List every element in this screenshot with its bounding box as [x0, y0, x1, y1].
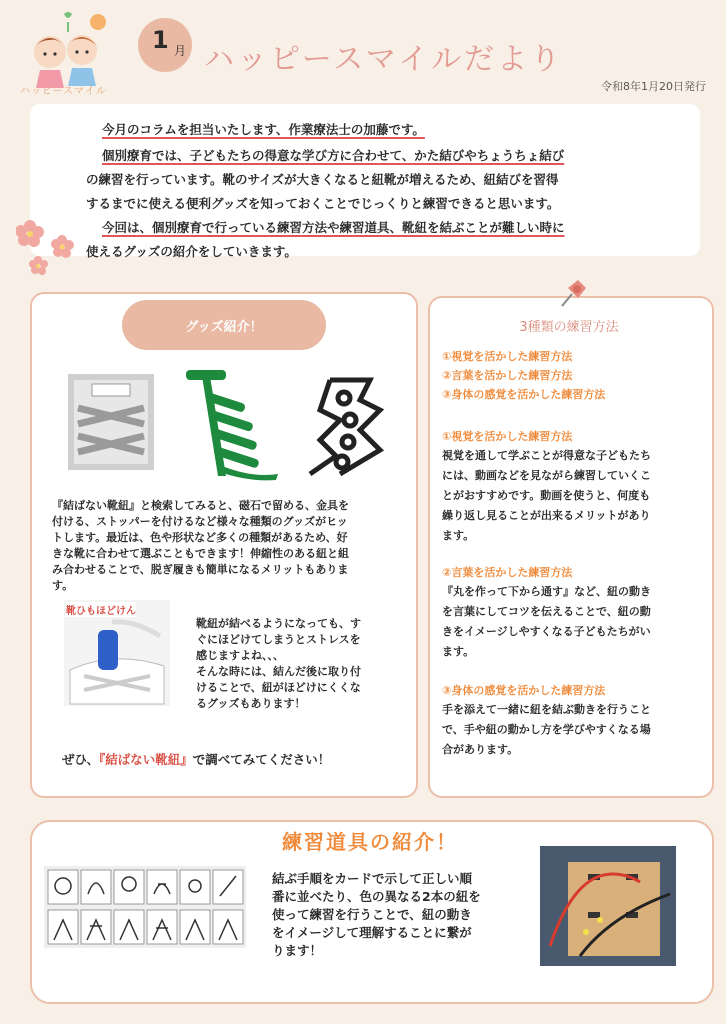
- tools-line: 使って練習を行うことで、紐の動き: [272, 907, 472, 922]
- method-line: 視覚を通して学ぶことが得意な子どもたち: [442, 449, 651, 462]
- method-list-item: ②言葉を活かした練習方法: [442, 369, 573, 382]
- goods-closing: [62, 750, 330, 768]
- closing-suffix: で調べてみてください！: [192, 752, 331, 767]
- goods-side-line: ぐにほどけてしまうとストレスを: [196, 633, 361, 646]
- black-lock-lace-photo: [300, 370, 400, 480]
- method-line: 『丸を作って下から通す』など、紐の動き: [442, 585, 651, 598]
- intro-line-text: 個別療育では、子どもたちの得意な学び方に合わせて、かた結びやちょうちょ結び: [102, 148, 565, 163]
- intro-line: 使えるグッズの紹介をしていきます。: [86, 244, 297, 259]
- goods-side-line: けることで、紐がほどけにくくな: [196, 681, 361, 694]
- method-line: で、手や紐の動かし方を学びやすくなる場: [442, 723, 651, 736]
- intro-line-text: 今回は、個別療育で行っている練習方法や練習道具、靴紐を結ぶことが難しい時に: [102, 220, 565, 235]
- method-list-item: ③身体の感覚を活かした練習方法: [442, 388, 606, 401]
- goods-paragraph-line: み合わせることで、脱ぎ履きも簡単になるメリットもありま: [52, 563, 349, 576]
- method-heading: ②言葉を活かした練習方法: [442, 566, 573, 579]
- method-text: [442, 446, 651, 546]
- method-line: ます。: [442, 529, 475, 542]
- goods-side-line: 靴紐が結べるようになっても、す: [196, 617, 361, 630]
- pushpin-icon: [556, 276, 590, 310]
- goods-side-line: そんな時には、結んだ後に取り付: [196, 665, 361, 678]
- intro-line: の練習を行っています。靴のサイズが大きくなると紐靴が増えるため、紐結びを習得: [86, 172, 559, 187]
- method-line: とがおすすめです。動画を使うと、何度も: [442, 489, 651, 502]
- tools-line: 番に並べたり、色の異なる2本の紐を: [272, 889, 481, 904]
- method-line: ます。: [442, 645, 475, 658]
- newsletter-title: ハッピースマイルだより: [204, 42, 564, 77]
- intro-line: [102, 146, 564, 164]
- stopper-label: 靴ひもほどけん: [66, 602, 136, 617]
- tools-line: ります！: [272, 943, 323, 958]
- magnet-shoelace-photo: [68, 374, 154, 470]
- closing-highlight: 『結ばない靴紐』: [99, 752, 193, 767]
- flower-decoration-icon: [16, 216, 82, 278]
- intro-line: [102, 218, 565, 236]
- knot-step-cards-photo: [44, 866, 246, 948]
- method-text: [442, 700, 651, 760]
- goods-paragraph-line: す。: [52, 579, 74, 592]
- issue-date: 令和8年1月20日発行: [601, 80, 706, 93]
- intro-line: するまでに使える便利グッズを知っておくことでじっくりと練習できると思います。: [86, 196, 560, 211]
- method-line: きをイメージしやすくなる子どもたちがい: [442, 625, 651, 638]
- tools-text: [272, 870, 481, 960]
- methods-title: 3種類の練習方法: [519, 320, 619, 335]
- tools-line: 結ぶ手順をカードで示して正しい順: [272, 871, 473, 886]
- month-suffix: 月: [174, 44, 187, 58]
- goods-side-line: 感じますよね、、、: [196, 649, 284, 662]
- intro-line: 今月のコラムを担当いたします、作業療法士の加藤です。: [102, 122, 425, 137]
- method-line: 手を添えて一緒に紐を結ぶ動きを行うこと: [442, 703, 651, 716]
- tools-line: をイメージして理解することに繋が: [272, 925, 472, 940]
- method-line: 繰り返し見ることが出来るメリットがあり: [442, 509, 651, 522]
- goods-paragraph-line: 『結ばない靴紐』と検索してみると、磁石で留める、金具を: [52, 499, 349, 512]
- method-list-item: ①視覚を活かした練習方法: [442, 350, 573, 363]
- goods-paragraph-line: トします。最近は、色や形状など多くの種類があるため、好: [52, 531, 348, 544]
- method-line: 合があります。: [442, 743, 519, 756]
- month-number: 1: [152, 26, 169, 54]
- method-heading: ③身体の感覚を活かした練習方法: [442, 684, 606, 697]
- closing-prefix: ぜひ、: [62, 752, 100, 767]
- method-line: には、動画などを見ながら練習していくこ: [442, 469, 651, 482]
- method-heading: ①視覚を活かした練習方法: [442, 430, 573, 443]
- logo-text: ハッピースマイル: [20, 86, 107, 97]
- green-elastic-lace-photo: [182, 366, 282, 482]
- goods-title: グッズ紹介！: [185, 320, 263, 335]
- goods-paragraph-line: 付ける、ストッパーを付けるなど様々な種類のグッズがヒッ: [52, 515, 348, 528]
- method-text: [442, 582, 651, 662]
- goods-paragraph-line: きな靴に合わせて選ぶこともできます！伸縮性のある紐と組: [52, 547, 349, 560]
- method-line: を言葉にしてコツを伝えることで、紐の動: [442, 605, 651, 618]
- two-color-lace-board-photo: [540, 846, 676, 966]
- goods-side-line: るグッズもあります！: [196, 697, 306, 710]
- tools-title: 練習道具の紹介！: [282, 830, 458, 854]
